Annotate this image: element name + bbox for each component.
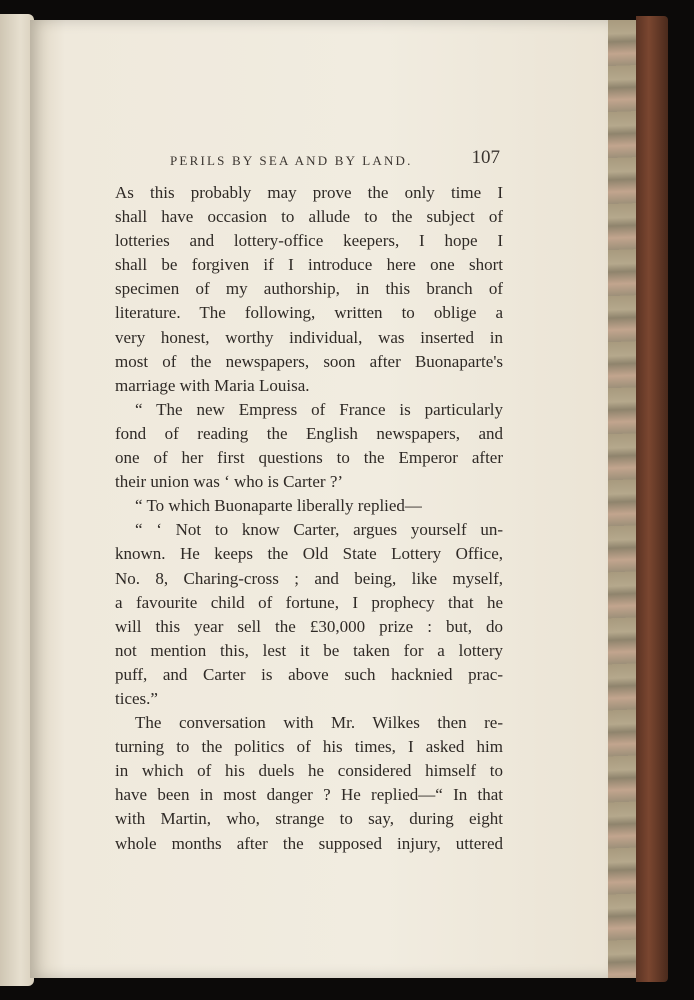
text-line: shall be forgiven if I introduce here one short <box>115 255 503 275</box>
text-line: turning to the politics of his times, I asked him <box>115 737 503 757</box>
text-line: shall have occasion to allude to the subject of <box>115 207 503 227</box>
text-line: a favourite child of fortune, I prophecy that he <box>115 592 503 612</box>
text-line: known. He keeps the Old State Lottery Office, <box>115 544 503 564</box>
marbled-page-edges <box>608 20 638 978</box>
running-title: PERILS BY SEA AND BY LAND. <box>170 153 413 168</box>
text-line: have been in most danger ? He replied—“ In that <box>115 785 503 805</box>
text-line: whole months after the supposed injury, uttered <box>115 833 503 853</box>
text-line: “ The new Empress of France is particularly <box>135 399 503 419</box>
text-line: with Martin, who, strange to say, during eight <box>115 809 503 829</box>
text-line: most of the newspapers, soon after Buonaparte's <box>115 351 503 371</box>
text-line: lotteries and lottery-office keepers, I hope I <box>115 231 503 251</box>
text-line: “ To which Buonaparte liberally replied— <box>135 496 422 516</box>
text-line: tices.” <box>115 688 158 708</box>
text-line: As this probably may prove the only time I <box>115 183 503 202</box>
text-line: not mention this, lest it be taken for a lottery <box>115 640 503 660</box>
page-header <box>170 147 500 173</box>
text-line: their union was ‘ who is Carter ?’ <box>115 472 344 492</box>
text-line: “ ‘ Not to know Carter, argues yourself un- <box>135 520 503 540</box>
text-line: No. 8, Charing-cross ; and being, like myself, <box>115 568 503 588</box>
text-line: in which of his duels he considered himself to <box>115 761 503 781</box>
text-line: specimen of my authorship, in this branch of <box>115 279 503 299</box>
left-page-edge <box>0 14 34 986</box>
text-line: one of her first questions to the Emperor after <box>115 448 503 468</box>
text-line: marriage with Maria Louisa. <box>115 375 310 395</box>
text-line: fond of reading the English newspapers, and <box>115 423 503 443</box>
leather-binding <box>636 16 668 982</box>
body-text <box>115 181 503 856</box>
text-line: literature. The following, written to oblige a <box>115 303 503 323</box>
text-line: The conversation with Mr. Wilkes then re- <box>135 713 503 733</box>
text-line: very honest, worthy individual, was inserted in <box>115 327 503 347</box>
text-line: will this year sell the £30,000 prize : but, do <box>115 616 503 636</box>
text-line: puff, and Carter is above such hacknied prac- <box>115 664 503 684</box>
page-number: 107 <box>471 147 500 168</box>
